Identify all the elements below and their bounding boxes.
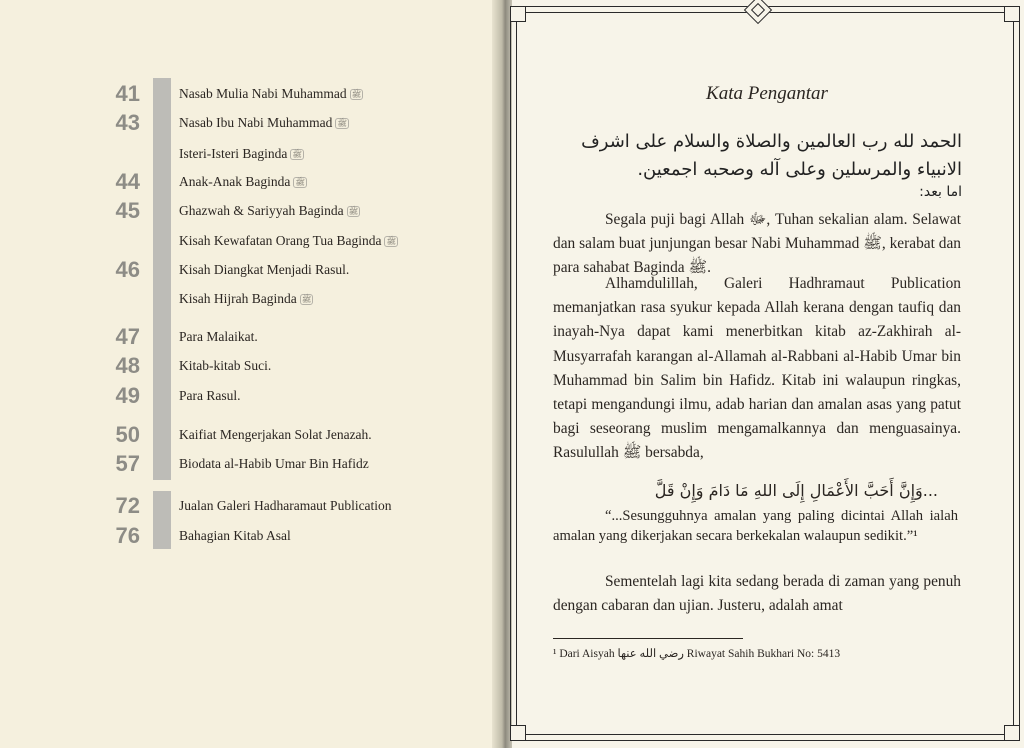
toc-page-number: 76 — [115, 523, 140, 548]
toc-entry-title: Para Rasul. — [179, 388, 241, 403]
toc-entry-title: Nasab Ibu Nabi Muhammad ﷺ — [179, 115, 348, 130]
toc-entry — [0, 494, 496, 518]
toc-entry-title: Kisah Hijrah Baginda ﷺ — [179, 291, 312, 306]
salawat-glyph-icon: ﷺ — [348, 207, 359, 217]
toc-entry-title: Anak-Anak Baginda ﷺ — [179, 174, 306, 189]
frame-corner-top-right — [1004, 6, 1020, 22]
frame-corner-top-left — [510, 6, 526, 22]
toc-entry-title: Jualan Galeri Hadharamaut Publication — [179, 498, 392, 513]
toc-entry — [0, 229, 496, 253]
toc-entry — [0, 354, 496, 378]
toc-page-number: 57 — [115, 451, 140, 476]
arabic-amma-bad: اما بعد: — [919, 184, 962, 200]
toc-page-number: 45 — [115, 198, 140, 223]
toc-page-number: 41 — [115, 81, 140, 106]
toc-entry — [0, 423, 496, 447]
toc-entry — [0, 111, 496, 135]
toc-page-number: 48 — [115, 353, 140, 378]
paragraph-context: Sementelah lagi kita sedang berada di zaman yang penuh dengan cabaran dan ujian. Justeru, adalah amat — [553, 573, 961, 615]
toc-entry — [0, 142, 496, 166]
salawat-glyph-icon: ﷺ — [295, 178, 306, 188]
toc-entry — [0, 258, 496, 282]
toc-entry — [0, 325, 496, 349]
toc-entry-title: Kisah Kewafatan Orang Tua Baginda ﷺ — [179, 233, 397, 248]
toc-page-number: 50 — [115, 422, 140, 447]
salawat-glyph-icon: ﷺ — [301, 295, 312, 305]
toc-entry — [0, 287, 496, 311]
toc-entry-title: Kitab-kitab Suci. — [179, 358, 272, 373]
toc-page-number: 44 — [115, 169, 140, 194]
toc-page-number: 47 — [115, 324, 140, 349]
toc-entry-title: Nasab Mulia Nabi Muhammad ﷺ — [179, 86, 362, 101]
toc-entry-title: Kisah Diangkat Menjadi Rasul. — [179, 262, 350, 277]
frame-corner-bottom-right — [1004, 725, 1020, 741]
page-title: Kata Pengantar — [706, 83, 828, 104]
toc-entry — [0, 524, 496, 548]
toc-entry-title: Para Malaikat. — [179, 329, 258, 344]
toc-entry — [0, 384, 496, 408]
toc-entry-title: Kaifiat Mengerjakan Solat Jenazah. — [179, 427, 372, 442]
salawat-glyph-icon: ﷺ — [351, 90, 362, 100]
salawat-glyph-icon: ﷺ — [292, 150, 303, 160]
toc-page-number: 49 — [115, 383, 140, 408]
salawat-glyph-icon: ﷺ — [386, 237, 397, 247]
salawat-glyph-icon: ﷺ — [337, 119, 348, 129]
toc-entry-title: Ghazwah & Sariyyah Baginda ﷺ — [179, 203, 359, 218]
paragraph-praise: Segala puji bagi Allah ﷻ, Tuhan sekalian alam. Selawat dan salam buat junjungan besar Nabi Muhammad ﷺ, kerabat dan para sahabat Baginda ﷺ. — [553, 211, 961, 277]
paragraph-intro: Alhamdulillah, Galeri Hadhramaut Publication memanjatkan rasa syukur kepada Allah kerana dengan taufiq dan inayah-Nya dapat kami menerbitkan kitab az-Zakhirah al-Musyarrafah karangan al-Allamah al-Rabbani al-Habib Umar bin Muhammad bin Salim bin Hafidz. Kitab ini walaupun ringkas, tetapi mengandungi ilmu, adab harian dan amalan asas yang patut bagi seseorang muslim mengamalkannya dan menguasainya. Rasulullah ﷺ bersabda, — [553, 275, 961, 462]
footnote: ¹ Dari Aisyah رضي الله عنها Riwayat Sahih Bukhari No: 5413 — [553, 648, 841, 660]
toc-page-number: 46 — [115, 257, 140, 282]
toc-entry-title: Isteri-Isteri Baginda ﷺ — [179, 146, 303, 161]
hadith-translation: “...Sesungguhnya amalan yang paling dicintai Allah ialah amalan yang dikerjakan secara berkekalan walaupun sedikit.”¹ — [553, 508, 958, 544]
toc-entry — [0, 199, 496, 223]
toc-entry-title: Bahagian Kitab Asal — [179, 528, 291, 543]
toc-entry-title: Biodata al-Habib Umar Bin Hafidz — [179, 456, 369, 471]
toc-entry — [0, 82, 496, 106]
toc-page-number: 72 — [115, 493, 140, 518]
toc-page-number: 43 — [115, 110, 140, 135]
hadith-arabic: ...وَإِنَّ أَحَبَّ الأَعْمَالِ إِلَى اللهِ مَا دَامَ وَإِنْ قَلَّ — [654, 481, 938, 500]
toc-entry — [0, 452, 496, 476]
frame-corner-bottom-left — [510, 725, 526, 741]
toc-entry — [0, 170, 496, 194]
footnote-divider — [553, 638, 743, 639]
arabic-opening: الحمد لله رب العالمين والصلاة والسلام على اشرف الانبياء والمرسلين وعلى آله وصحبه اجمعين. — [581, 131, 962, 180]
